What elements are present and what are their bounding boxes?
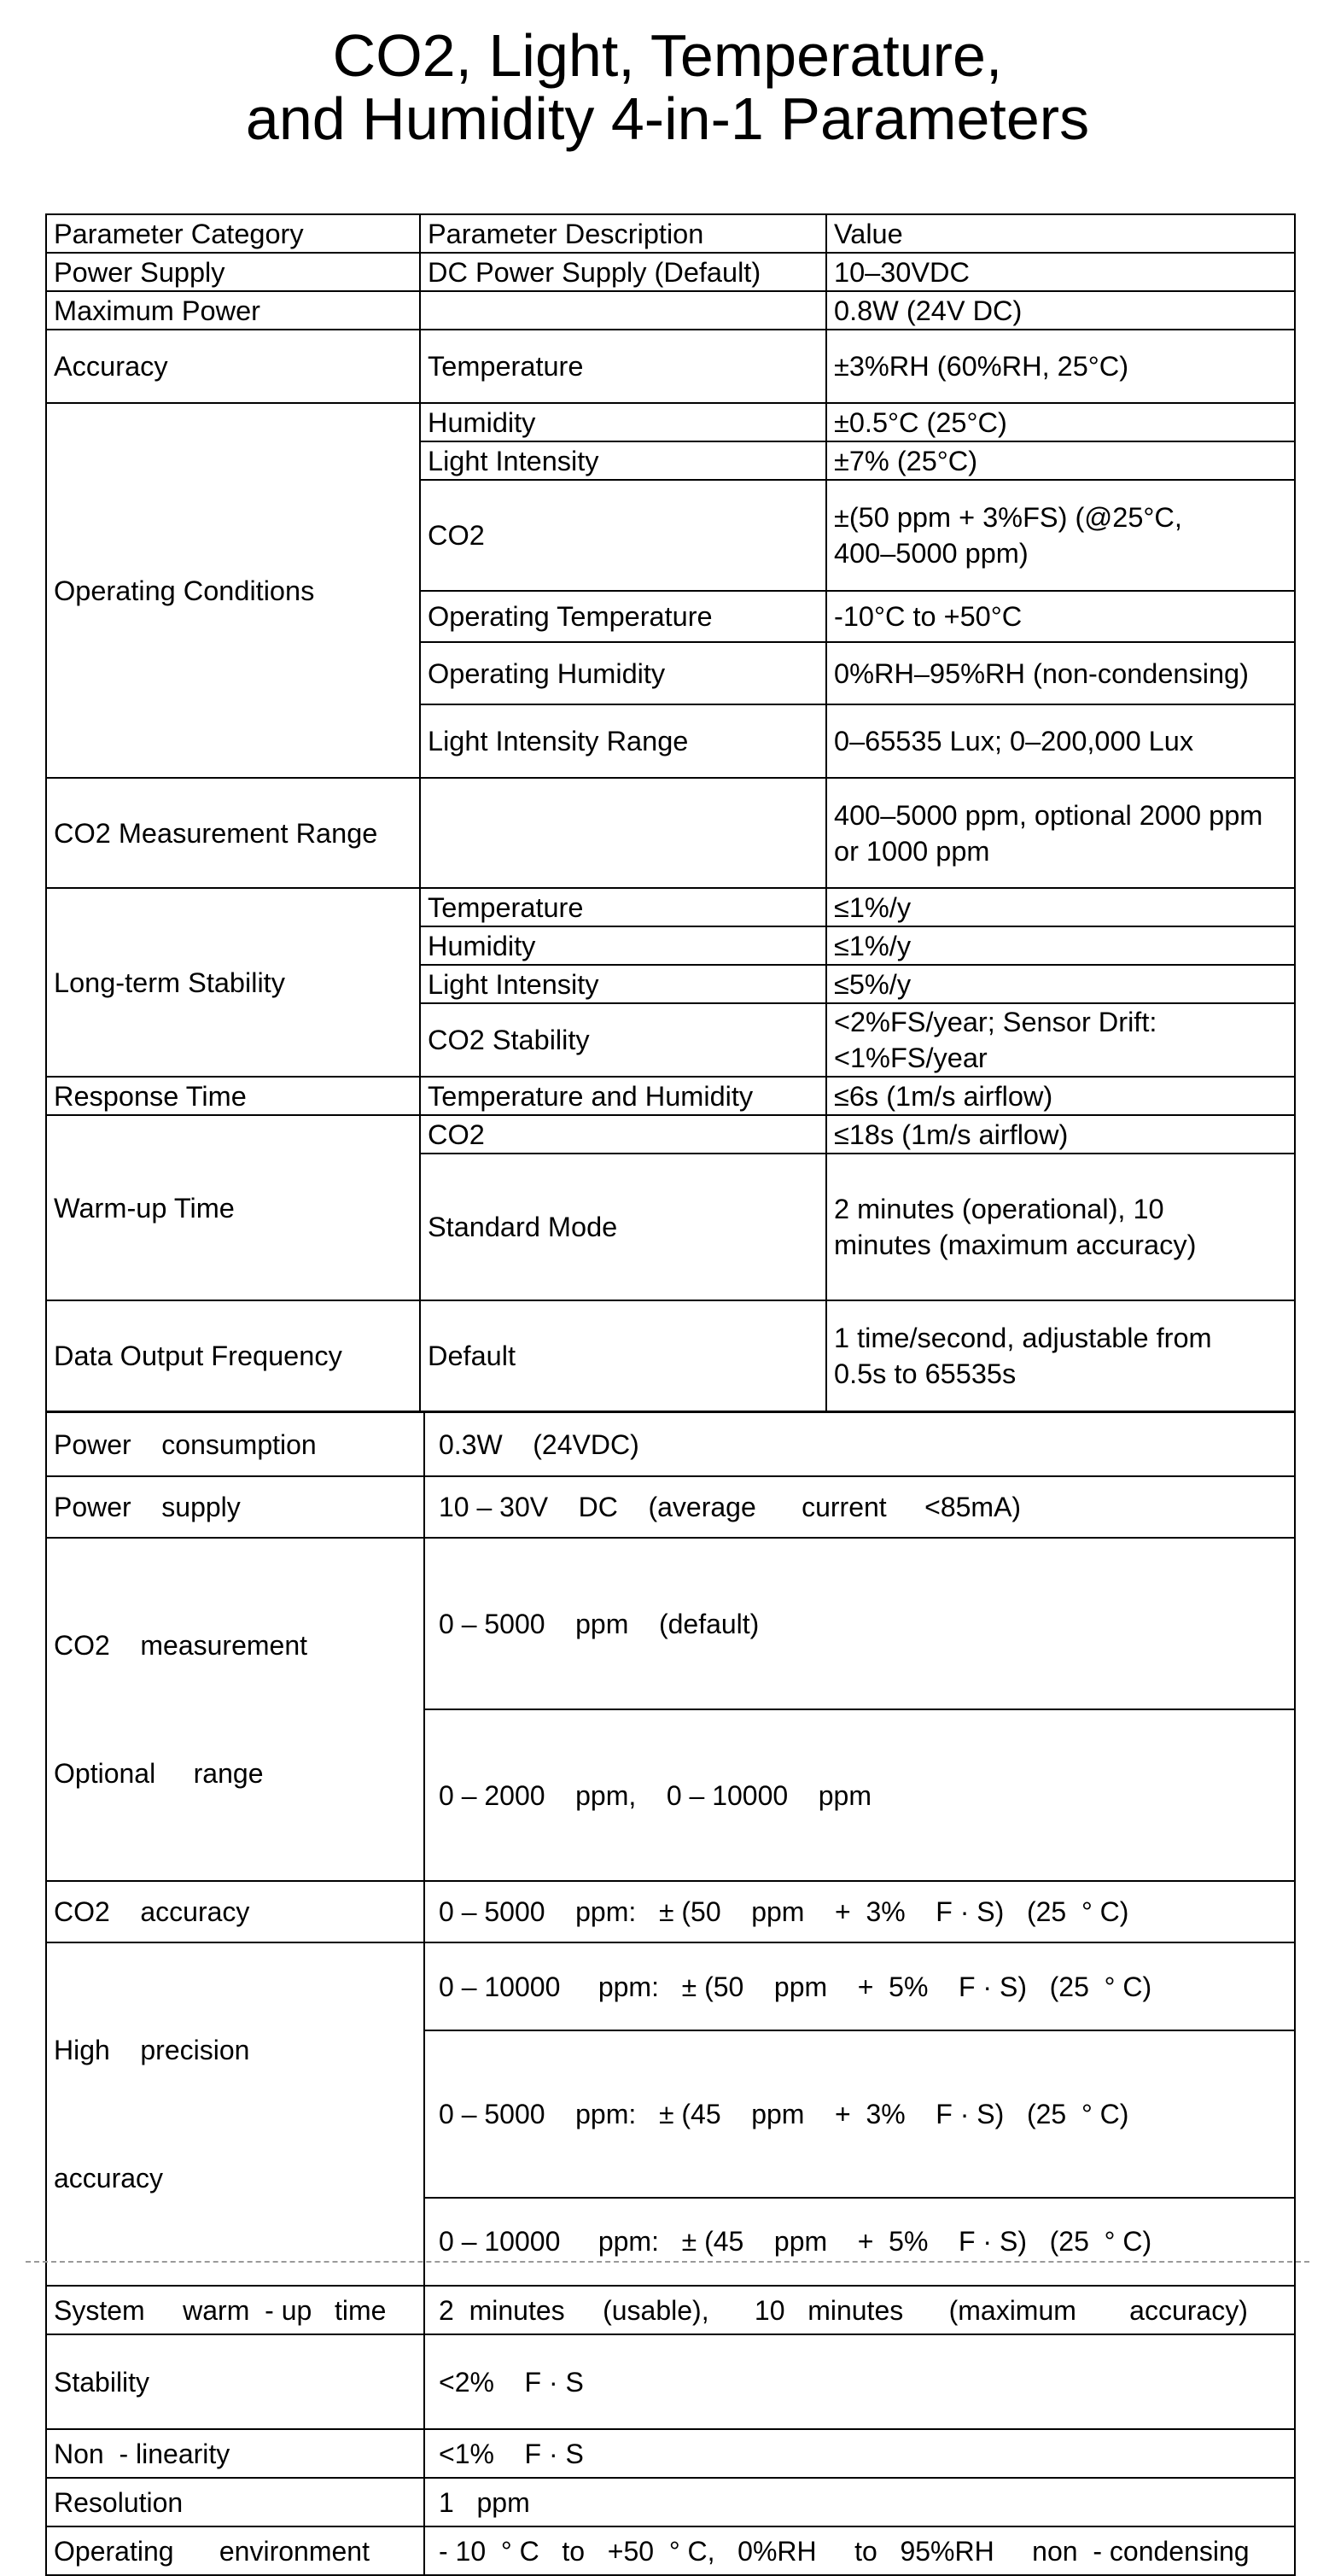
value-line: 400–5000 ppm, optional 2000 ppm [834, 799, 1263, 831]
value-cell: ±7% (25°C) [826, 441, 1295, 480]
table-row [46, 888, 1295, 926]
value-line: <1%FS/year [834, 1043, 988, 1073]
label-cell: Non - linearity [46, 2429, 424, 2478]
description-cell: Operating Temperature [420, 591, 826, 642]
table-row [46, 330, 1295, 403]
page-title [0, 24, 1335, 150]
value-cell: 0%RH–95%RH (non-condensing) [826, 642, 1295, 704]
category-cell: Power Supply [46, 253, 420, 291]
value-cell: - 10 ° C to +50 ° C, 0%RH to 95%RH non - condensing [424, 2526, 1295, 2575]
category-cell: Long-term Stability [46, 888, 420, 1077]
table-row [46, 1115, 1295, 1154]
label-cell [46, 1942, 424, 2286]
value-line: ±(50 ppm + 3%FS) (@25°C, [834, 502, 1182, 533]
value-cell: 0 – 5000 ppm: ± (45 ppm + 3% F · S) (25 ° C) [424, 2030, 1295, 2198]
header-value: Value [826, 214, 1295, 253]
description-cell: CO2 [420, 1115, 826, 1154]
description-cell: Light Intensity Range [420, 704, 826, 778]
value-line: 2 minutes (operational), 10 [834, 1194, 1164, 1224]
table-row [46, 1538, 1295, 1709]
label-line: High precision [54, 2035, 250, 2065]
value-cell [826, 1003, 1295, 1077]
table-row [46, 1942, 1295, 2030]
value-cell: ≤18s (1m/s airflow) [826, 1115, 1295, 1154]
value-cell: 0–65535 Lux; 0–200,000 Lux [826, 704, 1295, 778]
value-cell: ≤1%/y [826, 926, 1295, 965]
table-header-row [46, 214, 1295, 253]
table-row [46, 2478, 1295, 2526]
description-cell: CO2 [420, 480, 826, 591]
table-row [46, 253, 1295, 291]
header-category: Parameter Category [46, 214, 420, 253]
description-cell: Temperature [420, 330, 826, 403]
description-cell: CO2 Stability [420, 1003, 826, 1077]
category-cell: Warm-up Time [46, 1115, 420, 1300]
table-row [46, 1881, 1295, 1942]
value-cell: 10 – 30V DC (average current <85mA) [424, 1476, 1295, 1538]
table-row [46, 291, 1295, 330]
title-line-1: CO2, Light, Temperature, [332, 22, 1003, 89]
label-cell: Operating environment [46, 2526, 424, 2575]
value-cell: ≤1%/y [826, 888, 1295, 926]
value-cell: 2 minutes (usable), 10 minutes (maximum accuracy) [424, 2286, 1295, 2334]
category-cell: Accuracy [46, 330, 420, 403]
value-cell [826, 1300, 1295, 1411]
label-cell: Stability [46, 2334, 424, 2429]
category-cell: CO2 Measurement Range [46, 778, 420, 888]
category-cell: Data Output Frequency [46, 1300, 420, 1411]
value-cell: <1% F · S [424, 2429, 1295, 2478]
table-row [46, 2286, 1295, 2334]
title-line-2: and Humidity 4-in-1 Parameters [245, 85, 1090, 152]
value-line: 1 time/second, adjustable from [834, 1323, 1212, 1353]
value-cell: ≤6s (1m/s airflow) [826, 1077, 1295, 1115]
description-cell: Humidity [420, 403, 826, 441]
value-cell: 0 – 10000 ppm: ± (45 ppm + 5% F · S) (25 ° C) [424, 2198, 1295, 2286]
table-row [46, 2526, 1295, 2575]
parameter-spec-table [45, 213, 1296, 1412]
description-cell: Temperature [420, 888, 826, 926]
value-cell: 0 – 5000 ppm (default) [424, 1538, 1295, 1709]
value-cell: ≤5%/y [826, 965, 1295, 1003]
label-cell: CO2 accuracy [46, 1881, 424, 1942]
value-cell: 10–30VDC [826, 253, 1295, 291]
label-line: accuracy [54, 2163, 164, 2193]
value-cell [826, 778, 1295, 888]
category-cell: Response Time [46, 1077, 420, 1115]
header-description: Parameter Description [420, 214, 826, 253]
description-cell: Light Intensity [420, 441, 826, 480]
table-row [46, 2429, 1295, 2478]
table-row [46, 1476, 1295, 1538]
label-line: CO2 measurement [54, 1630, 307, 1661]
value-cell: ±0.5°C (25°C) [826, 403, 1295, 441]
value-line: or 1000 ppm [834, 835, 990, 867]
description-cell [420, 778, 826, 888]
description-cell: Default [420, 1300, 826, 1411]
category-cell: Maximum Power [46, 291, 420, 330]
value-cell: <2% F · S [424, 2334, 1295, 2429]
value-line: minutes (maximum accuracy) [834, 1230, 1197, 1260]
label-cell [46, 1538, 424, 1881]
table-row [46, 2334, 1295, 2429]
table-row [46, 1300, 1295, 1411]
table-row [46, 1077, 1295, 1115]
description-cell: DC Power Supply (Default) [420, 253, 826, 291]
description-cell: Light Intensity [420, 965, 826, 1003]
table-row [46, 403, 1295, 441]
description-cell: Operating Humidity [420, 642, 826, 704]
label-cell: Power consumption [46, 1412, 424, 1476]
value-cell [826, 1154, 1295, 1300]
description-cell: Temperature and Humidity [420, 1077, 826, 1115]
description-cell: Standard Mode [420, 1154, 826, 1300]
value-line: 0.5s to 65535s [834, 1358, 1017, 1389]
label-cell: Resolution [46, 2478, 424, 2526]
value-cell: 1 ppm [424, 2478, 1295, 2526]
dashed-divider [26, 2261, 1309, 2263]
label-line: Optional range [54, 1758, 264, 1789]
table-row [46, 778, 1295, 888]
value-cell: ±3%RH (60%RH, 25°C) [826, 330, 1295, 403]
co2-sensor-spec-table [45, 1411, 1296, 2576]
value-cell [826, 480, 1295, 591]
value-cell: -10°C to +50°C [826, 591, 1295, 642]
value-cell: 0 – 2000 ppm, 0 – 10000 ppm [424, 1709, 1295, 1881]
table-row [46, 1412, 1295, 1476]
description-cell [420, 291, 826, 330]
description-cell: Humidity [420, 926, 826, 965]
value-cell: 0.3W (24VDC) [424, 1412, 1295, 1476]
label-cell: Power supply [46, 1476, 424, 1538]
value-line: <2%FS/year; Sensor Drift: [834, 1007, 1157, 1037]
value-cell: 0.8W (24V DC) [826, 291, 1295, 330]
value-line: 400–5000 ppm) [834, 538, 1029, 569]
category-cell: Operating Conditions [46, 403, 420, 778]
label-cell: System warm - up time [46, 2286, 424, 2334]
value-cell: 0 – 10000 ppm: ± (50 ppm + 5% F · S) (25 ° C) [424, 1942, 1295, 2030]
value-cell: 0 – 5000 ppm: ± (50 ppm + 3% F · S) (25 ° C) [424, 1881, 1295, 1942]
